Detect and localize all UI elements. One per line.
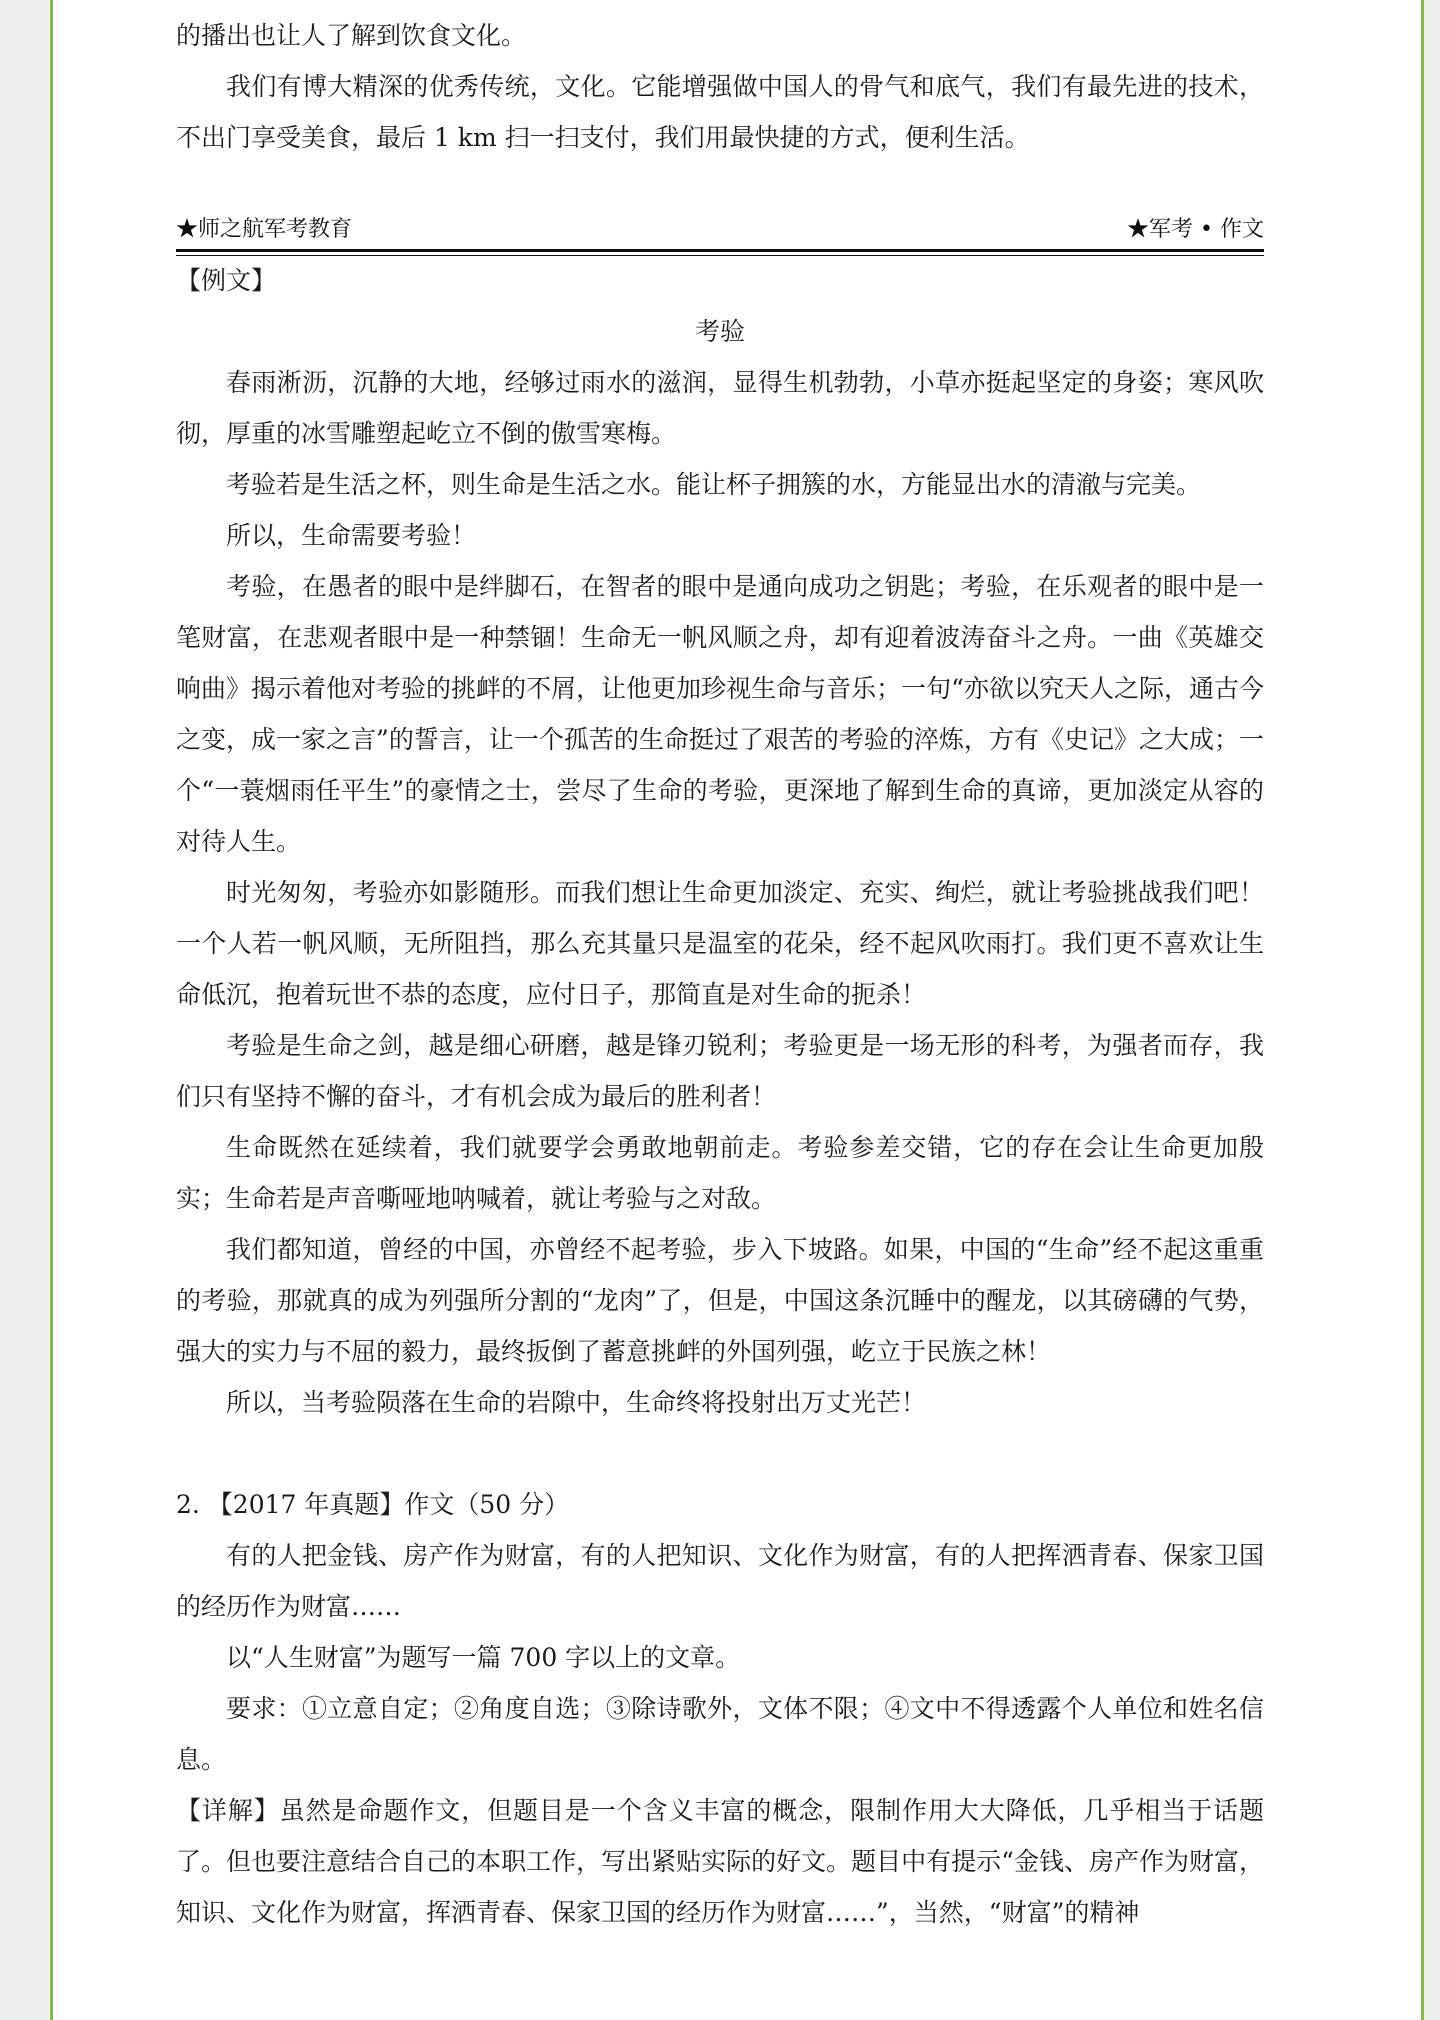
example-label: 【例文】 bbox=[176, 266, 277, 295]
running-header bbox=[176, 210, 1264, 254]
essay-title: 考验 bbox=[694, 317, 745, 346]
essay-paragraph: 所以，当考验陨落在生命的岩隙中，生命终将投射出万丈光芒！ bbox=[226, 1388, 927, 1417]
essay-paragraph: 生命既然在延续着，我们就要学会勇敢地朝前走。考验参差交错，它的存在会让生命更加殷实；生命若是声音嘶哑地呐喊着，就让考验与之对敌。 bbox=[176, 1133, 1264, 1213]
section-gap bbox=[176, 1428, 1264, 1479]
paragraph: 的播出也让人了解到饮食文化。 bbox=[176, 21, 527, 50]
question-heading: 2. 【2017 年真题】作文（50 分） bbox=[176, 1490, 570, 1519]
essay-paragraph: 考验，在愚者的眼中是绊脚石，在智者的眼中是通向成功之钥匙；考验，在乐观者的眼中是一笔财富，在悲观者眼中是一种禁锢！生命无一帆风顺之舟，却有迎着波涛奋斗之舟。一曲《英雄交响曲》揭示着他对考验的挑衅的不屑，让他更加珍视生命与音乐；一句“亦欲以究天人之际，通古今之变，成一家之言”的誓言，让一个孤苦的生命挺过了艰苦的考验的淬炼，方有《史记》之大成；一个“一蓑烟雨任平生”的豪情之士，尝尽了生命的考验，更深地了解到生命的真谛，更加淡定从容的对待人生。 bbox=[176, 572, 1264, 856]
essay-paragraph: 考验若是生活之杯，则生命是生活之水。能让杯子拥簇的水，方能显出水的清澈与完美。 bbox=[226, 470, 1202, 499]
essay-paragraph: 我们都知道，曾经的中国，亦曾经不起考验，步入下坡路。如果，中国的“生命”经不起这重重的考验，那就真的成为列强所分割的“龙肉”了，但是，中国这条沉睡中的醒龙，以其磅礴的气势，强大的实力与不屈的毅力，最终扳倒了蓄意挑衅的外国列强，屹立于民族之林！ bbox=[176, 1235, 1264, 1366]
essay-paragraph: 考验是生命之剑，越是细心研磨，越是锋刃锐利；考验更是一场无形的科考，为强者而存，我们只有坚持不懈的奋斗，才有机会成为最后的胜利者！ bbox=[176, 1031, 1264, 1111]
header-rule bbox=[176, 249, 1264, 252]
header-right-text: ★军考 • 作文 bbox=[1127, 217, 1264, 242]
top-section bbox=[176, 10, 1264, 163]
essay-paragraph: 所以，生命需要考验！ bbox=[226, 521, 477, 550]
header-left-text: ★师之航军考教育 bbox=[176, 217, 353, 242]
main-body bbox=[176, 255, 1264, 1938]
essay-paragraph: 时光匆匆，考验亦如影随形。而我们想让生命更加淡定、充实、绚烂，就让考验挑战我们吧！一个人若一帆风顺，无所阻挡，那么充其量只是温室的花朵，经不起风吹雨打。我们更不喜欢让生命低沉，抱着玩世不恭的态度，应付日子，那简直是对生命的扼杀！ bbox=[176, 878, 1264, 1009]
paragraph: 我们有博大精深的优秀传统，文化。它能增强做中国人的骨气和底气，我们有最先进的技术，不出门享受美食，最后 1 km 扫一扫支付，我们用最快捷的方式，便利生活。 bbox=[176, 72, 1264, 152]
question-prompt: 有的人把金钱、房产作为财富，有的人把知识、文化作为财富，有的人把挥洒青春、保家卫国的经历作为财富…… bbox=[176, 1541, 1264, 1621]
question-task: 以“人生财富”为题写一篇 700 字以上的文章。 bbox=[226, 1643, 741, 1672]
question-requirements: 要求：①立意自定；②角度自选；③除诗歌外，文体不限；④文中不得透露个人单位和姓名信息。 bbox=[176, 1694, 1264, 1774]
analysis-paragraph: 【详解】虽然是命题作文，但题目是一个含义丰富的概念，限制作用大大降低，几乎相当于话题了。但也要注意结合自己的本职工作，写出紧贴实际的好文。题目中有提示“金钱、房产作为财富，知识、文化作为财富，挥洒青春、保家卫国的经历作为财富……”，当然，“财富”的精神 bbox=[176, 1796, 1264, 1927]
essay-paragraph: 春雨淅沥，沉静的大地，经够过雨水的滋润，显得生机勃勃，小草亦挺起坚定的身姿；寒风吹彻，厚重的冰雪雕塑起屹立不倒的傲雪寒梅。 bbox=[176, 368, 1264, 448]
